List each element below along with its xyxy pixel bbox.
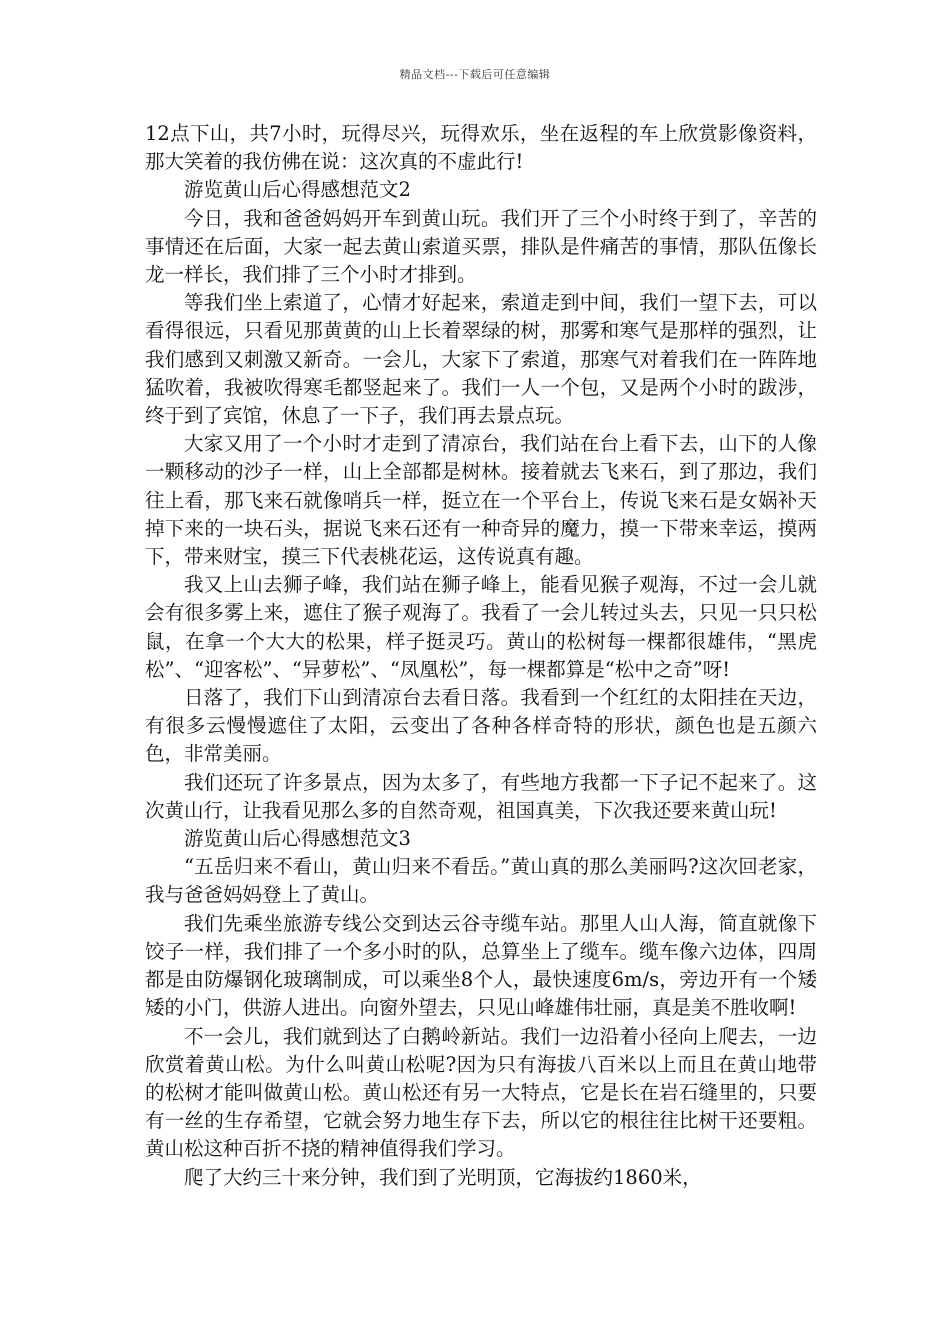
paragraph: 等我们坐上索道了，心情才好起来，索道走到中间，我们一望下去，可以看得很远，只看见那黄黄的山上长着翠绿的树，那雾和寒气是那样的强烈，让我们感到又刺激又新奇。一会儿，大家下了索道，那寒气对着我们在一阵阵地猛吹着，我被吹得寒毛都竖起来了。我们一人一个包，又是两个小时的跋涉，终于到了宾馆，休息了一下子，我们再去景点玩。 xyxy=(145,291,817,428)
paragraph: “五岳归来不看山，黄山归来不看岳。”黄山真的那么美丽吗?这次回老家，我与爸爸妈妈登上了黄山。 xyxy=(145,855,817,907)
paragraph: 爬了大约三十来分钟，我们到了光明顶，它海拔约1860米， xyxy=(184,1165,702,1189)
paragraph: 大家又用了一个小时才走到了清凉台，我们站在台上看下去，山下的人像一颗移动的沙子一样，山上全部都是树林。接着就去飞来石，到了那边，我们往上看，那飞来石就像哨兵一样，挺立在一个平台上，传说飞来石是女娲补天掉下来的一块石头，据说飞来石还有一种奇异的魔力，摸一下带来幸运，摸两下，带来财宝，摸三下代表桃花运，这传说真有趣。 xyxy=(145,432,817,569)
paragraph: 我们还玩了许多景点，因为太多了，有些地方我都一下子记不起来了。这次黄山行，让我看见那么多的自然奇观，祖国真美，下次我还要来黄山玩! xyxy=(145,770,817,822)
document-body xyxy=(145,120,817,1192)
paragraph: 日落了，我们下山到清凉台去看日落。我看到一个红红的太阳挂在天边，有很多云慢慢遮住了太阳，云变出了各种各样奇特的形状，颜色也是五颜六色，非常美丽。 xyxy=(145,686,817,766)
section-heading-3: 游览黄山后心得感想范文3 xyxy=(184,827,411,851)
paragraph: 今日，我和爸爸妈妈开车到黄山玩。我们开了三个小时终于到了，辛苦的事情还在后面，大家一起去黄山索道买票，排队是件痛苦的事情，那队伍像长龙一样长，我们排了三个小时才排到。 xyxy=(145,206,817,287)
page-header: 精品文档---下载后可任意编辑 xyxy=(399,68,551,81)
paragraph-continuation: 12点下山，共7小时，玩得尽兴，玩得欢乐，坐在返程的车上欣赏影像资料，那大笑着的我仿佛在说：这次真的不虚此行! xyxy=(145,122,817,174)
paragraph: 我们先乘坐旅游专线公交到达云谷寺缆车站。那里人山人海，简直就像下饺子一样，我们排了一个多小时的队，总算坐上了缆车。缆车像六边体，四周都是由防爆钢化玻璃制成，可以乘坐8个人，最快速度6m/s，旁边开有一个矮矮的小门，供游人进出。向窗外望去，只见山峰雄伟壮丽，真是美不胜收啊! xyxy=(145,911,817,1020)
section-heading-2: 游览黄山后心得感想范文2 xyxy=(184,178,411,202)
paragraph: 我又上山去狮子峰，我们站在狮子峰上，能看见猴子观海，不过一会儿就会有很多雾上来，遮住了猴子观海了。我看了一会儿转过头去，只见一只只松鼠，在拿一个大大的松果，样子挺灵巧。黄山的松树每一棵都很雄伟，“黑虎松”、“迎客松”、“异萝松”、“凤凰松”，每一棵都算是“松中之奇”呀! xyxy=(145,573,817,681)
paragraph: 不一会儿，我们就到达了白鹅岭新站。我们一边沿着小径向上爬去，一边欣赏着黄山松。为什么叫黄山松呢?因为只有海拔八百米以上而且在黄山地带的松树才能叫做黄山松。黄山松还有另一大特点，它是长在岩石缝里的，只要有一丝的生存希望，它就会努力地生存下去，所以它的根往往比树干还要粗。黄山松这种百折不挠的精神值得我们学习。 xyxy=(145,1024,817,1161)
